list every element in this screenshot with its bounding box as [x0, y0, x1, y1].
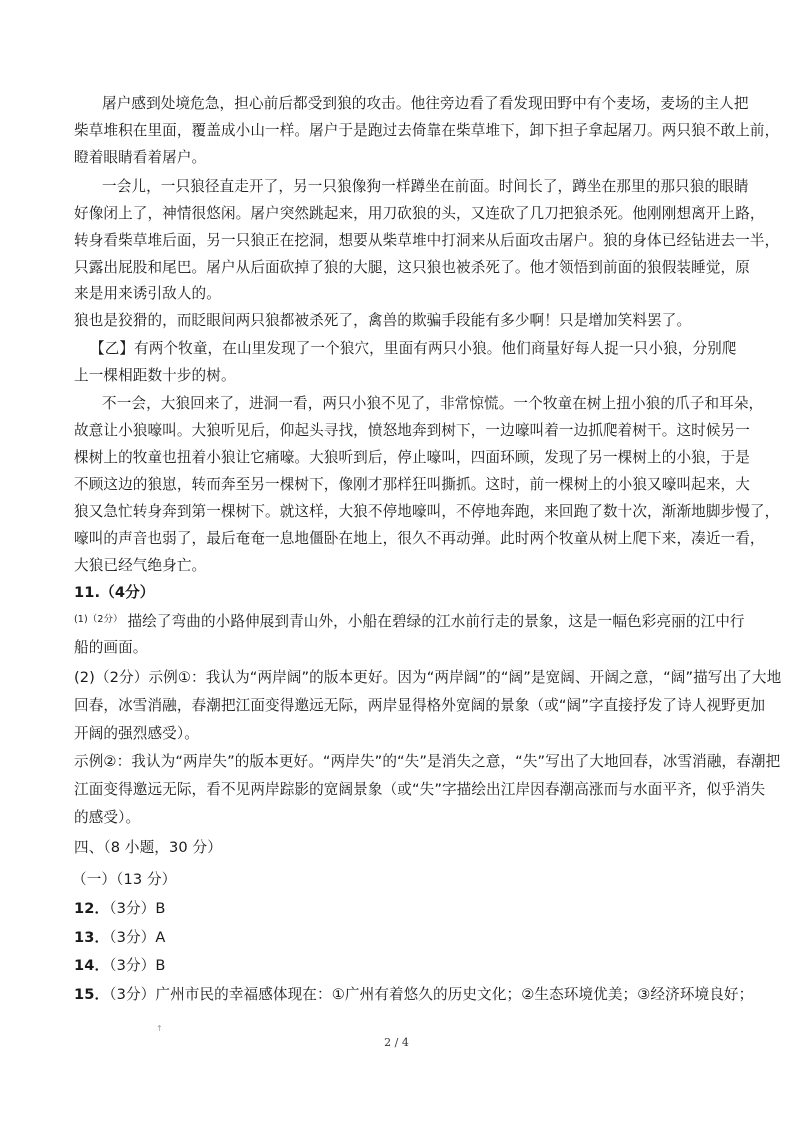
text-line: 【乙】有两个牧童，在山里发现了一个狼穴，里面有两只小狼。他们商量好每人捉一只小狼，分别爬: [90, 340, 737, 357]
answer-text: （3分）广州市民的幸福感体现在：①广州有着悠久的历史文化；②生态环境优美；③经济环境良好；: [109, 986, 754, 1003]
text-line: 狼又急忙转身奔到第一棵树下。就这样，大狼不停地嚎叫，不停地奔跑，来回跑了数十次，渐渐地脚步慢了，: [74, 503, 780, 520]
answer-text: （3分）B: [109, 957, 166, 974]
text-line: 柴草堆积在里面，覆盖成小山一样。屠户于是跑过去倚靠在柴草堆下，卸下担子拿起屠刀。两只狼不敢上前，: [74, 122, 780, 139]
question-number: 12．: [74, 900, 110, 917]
answer-row: [74, 985, 753, 1005]
text-line: 好像闭上了，神情很悠闲。屠户突然跳起来，用刀砍狼的头，又连砍了几刀把狼杀死。他刚刚想离开上路，: [74, 205, 765, 222]
text-line: 棵树上的牧童也扭着小狼让它痛嚎。大狼听到后，停止嚎叫，四面环顾，发现了另一棵树上的小狼，于是: [74, 449, 750, 466]
answer-text: （3分）A: [109, 929, 166, 946]
text-line: 开阔的强烈感受）。: [74, 725, 199, 742]
text-line: 瞪着眼睛看着屠户。: [74, 149, 207, 166]
question-heading: 11.（4分）: [74, 584, 155, 601]
question-number: 14．: [74, 957, 110, 974]
text-line: 只露出屁股和尾巴。屠户从后面砍掉了狼的大腿，这只狼也被杀死了。他才领悟到前面的狼假装睡觉，原: [74, 259, 750, 276]
section-heading: 四、（8 小题，30 分）: [74, 839, 222, 856]
part-number: (1): [74, 614, 88, 625]
answer-row: [74, 928, 165, 948]
answer-row: [74, 899, 165, 919]
text-line: 的感受）。: [74, 809, 141, 826]
text-line: 故意让小狼嚎叫。大狼听见后，仰起头寻找，愤怒地奔到树下，一边嚎叫着一边抓爬着树干。这时候另一: [74, 422, 750, 439]
text-line: 不一会，大狼回来了，进洞一看，两只小狼不见了，非常惊慌。一个牧童在树上扭小狼的爪子和耳朵，: [102, 395, 764, 412]
answer-part-1: [74, 610, 745, 632]
answer-text: （3分）B: [109, 900, 166, 917]
text-line: 上一棵相距数十步的树。: [74, 367, 236, 384]
part-score: （2分）: [87, 614, 123, 625]
text-line: 屠户感到处境危急，担心前后都受到狼的攻击。他往旁边看了看发现田野中有个麦场，麦场的主人把: [102, 95, 749, 112]
answer-row: [74, 956, 165, 976]
text-line: 嚎叫的声音也弱了，最后奄奄一息地僵卧在地上，很久不再动弹。此时两个牧童从树上爬下来，凑近一看，: [74, 530, 765, 547]
text-line: 来是用来诱引敌人的。: [74, 285, 221, 302]
subsection-heading: （一）（13 分）: [72, 871, 177, 888]
page-number: 2 / 4: [384, 1036, 409, 1049]
text-line: 一会儿，一只狼径直走开了，另一只狼像狗一样蹲坐在前面。时间长了，蹲坐在那里的那只狼的眼睛: [102, 178, 749, 195]
question-number: 13．: [74, 929, 110, 946]
text-line: 示例②：我认为“两岸失”的版本更好。“两岸失”的“失”是消失之意，“失”写出了大地回春，冰雪消融，春潮把: [74, 753, 781, 770]
text-line: 转身看柴草堆后面，另一只狼正在挖洞，想要从柴草堆中打洞来从后面攻击屠户。狼的身体已经钻进去一半，: [74, 232, 780, 249]
part-text: 描绘了弯曲的小路伸展到青山外，小船在碧绿的江水前行走的景象，这是一幅色彩亮丽的江中行: [127, 613, 745, 630]
question-number: 15．: [74, 986, 110, 1003]
text-line: 狼也是狡猾的，而眨眼间两只狼都被杀死了，禽兽的欺骗手段能有多少啊！只是增加笑料罢了。: [74, 312, 692, 329]
text-line: (2)（2分）示例①：我认为“两岸阔”的版本更好。因为“两岸阔”的“阔”是宽阔、开阔之意，“阔”描写出了大地: [74, 669, 782, 686]
text-line: 大狼已经气绝身亡。: [74, 557, 207, 574]
text-line: 不顾这边的狼崽，转而奔至另一棵树下，像刚才那样狂叫撕抓。这时，前一棵树上的小狼又嚎叫起来，大: [74, 476, 750, 493]
text-line: 船的画面。: [74, 639, 148, 656]
text-line: 江面变得邀远无际，看不见两岸踪影的宽阔景象（或“失”字描绘出江岸因春潮高涨而与水面平齐，似乎消失: [74, 781, 766, 798]
stray-mark: ↑: [156, 1024, 163, 1033]
text-line: 回春，冰雪消融，春潮把江面变得邀远无际，两岸显得格外宽阔的景象（或“阔”字直接抒发了诗人视野更加: [74, 697, 766, 714]
